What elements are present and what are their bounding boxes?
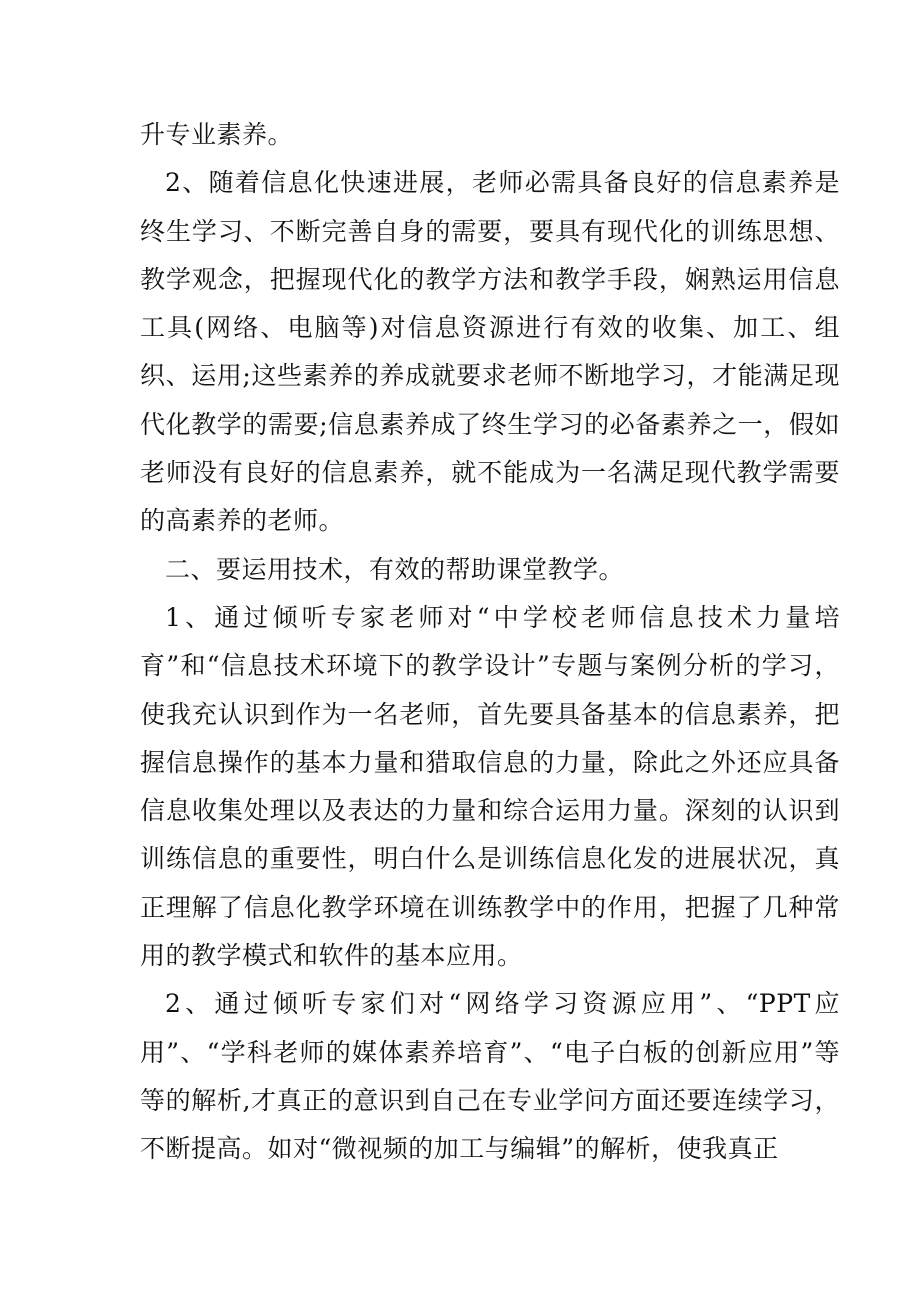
paragraph-information-literacy: 2、随着信息化快速进展，老师必需具备良好的信息素养是终生学习、不断完善自身的需要，要具有现代化的训练思想、教学观念，把握现代化的教学方法和教学手段，娴熟运用信息工具(网络、电脑等)对信息资源进行有效的收集、加工、组织、运用;这些素养的养成就要求老师不断地学习，才能满足现代化教学的需要;信息素养成了终生学习的必备素养之一，假如老师没有良好的信息素养，就不能成为一名满足现代教学需要的高素养的老师。: [140, 168, 840, 536]
paragraph-expert-lectures: 1、通过倾听专家老师对“中学校老师信息技术力量培育”和“信息技术环境下的教学设计”专题与案例分析的学习，使我充认识到作为一名老师，首先要具备基本的信息素养，把握信息操作的基本力量和猎取信息的力量，除此之外还应具备信息收集处理以及表达的力量和综合运用力量。深刻的认识到训练信息的重要性，明白什么是训练信息化发的进展状况，真正理解了信息化教学环境在训练教学中的作用，把握了几种常用的教学模式和软件的基本应用。: [140, 602, 840, 971]
paragraph-resource-applications: 2、通过倾听专家们对“网络学习资源应用”、“PPT应用”、“学科老师的媒体素养培育”、“电子白板的创新应用”等等的解析,才真正的意识到自己在专业学问方面还要连续学习，不断提高。如对“微视频的加工与编辑”的解析，使我真正: [140, 989, 840, 1164]
paragraph-continuation: 升专业素养。: [140, 120, 294, 149]
section-heading-use-technology: 二、要运用技术，有效的帮助课堂教学。: [165, 554, 625, 584]
body-text: [140, 111, 840, 1174]
